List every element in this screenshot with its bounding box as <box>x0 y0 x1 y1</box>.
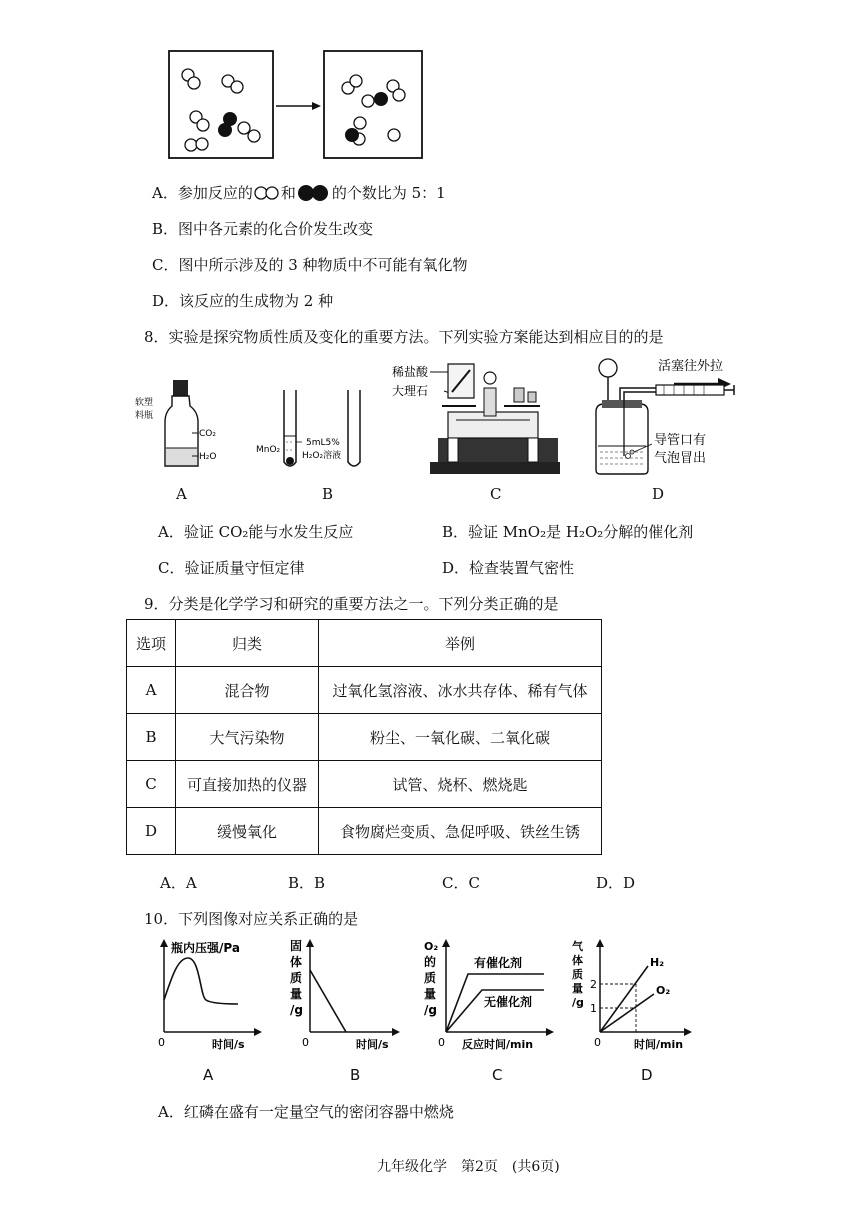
table-header-row <box>127 620 602 667</box>
page-footer: 九年级化学 第2页 (共6页) <box>377 1159 560 1175</box>
graph-c-xlabel: 反应时间/min <box>462 1038 534 1051</box>
q8-b-mno2: MnO₂ <box>256 445 281 455</box>
table-cell: 大气污染物 <box>176 714 319 761</box>
q8-option-a: A．验证 CO₂能与水发生反应 <box>158 523 354 541</box>
table-cell: 混合物 <box>176 667 319 714</box>
q8-fig-d-apparatus <box>586 352 746 482</box>
graph-c-ylabel-4: 量 <box>424 987 437 1001</box>
q10-graph-a-label: A <box>203 1066 214 1084</box>
graph-d-ylabel-5: /g <box>572 996 584 1009</box>
graph-d-tick-2: 2 <box>590 978 597 991</box>
table-row <box>127 667 602 714</box>
q8-fig-b-tubes <box>252 386 372 476</box>
q8-d-pull: 活塞往外拉 <box>658 359 724 374</box>
q7-option-b: B．图中各元素的化合价发生改变 <box>152 220 374 238</box>
table-cell: 可直接加热的仪器 <box>176 761 319 808</box>
graph-d-ylabel-2: 体 <box>572 954 583 967</box>
q10-graph-a <box>150 936 268 1054</box>
q8-option-d: D．检查装置气密性 <box>442 559 575 577</box>
graph-d-tick-1: 1 <box>590 1002 597 1015</box>
q10-option-a: A．红磷在盛有一定量空气的密闭容器中燃烧 <box>158 1103 454 1121</box>
black-molecule-icon <box>296 185 332 201</box>
q10-graph-b <box>286 936 404 1054</box>
q9-stem: 9．分类是化学学习和研究的重要方法之一。下列分类正确的是 <box>144 595 559 613</box>
q8-c-marble: 大理石 <box>392 384 429 398</box>
graph-d-origin: 0 <box>594 1036 601 1049</box>
q10-graph-d <box>568 936 698 1054</box>
table-header-cell: 选项 <box>127 620 176 667</box>
graph-c-upper-label: 有催化剂 <box>474 956 523 970</box>
q8-fig-b-label: B <box>322 485 334 503</box>
q8-a-h2o: H₂O <box>199 452 217 462</box>
graph-c-ylabel-5: /g <box>424 1003 437 1017</box>
graph-a-origin: 0 <box>158 1036 165 1049</box>
table-cell: D <box>127 808 176 855</box>
q8-fig-a-bottle <box>132 378 232 478</box>
graph-d-ylabel-1: 气 <box>572 940 583 953</box>
graph-a-ylabel: 瓶内压强/Pa <box>171 941 240 955</box>
graph-d-o2-label: O₂ <box>656 984 671 997</box>
table-row <box>127 761 602 808</box>
graph-b-xlabel: 时间/s <box>356 1038 389 1051</box>
graph-b-ylabel-2: 体 <box>290 955 303 969</box>
graph-d-ylabel-4: 量 <box>572 982 583 995</box>
graph-a-curve <box>164 958 238 1004</box>
q8-a-co2: CO₂ <box>199 429 216 439</box>
table-header-cell: 举例 <box>319 620 602 667</box>
graph-c-lower-label: 无催化剂 <box>484 995 533 1009</box>
graph-b-line <box>310 970 346 1032</box>
q8-a-bottle-label-1: 软塑 <box>135 398 154 408</box>
graph-c-ylabel-2: 的 <box>424 955 437 969</box>
q8-b-sol2: H₂O₂溶液 <box>302 451 342 461</box>
q10-stem: 10．下列图像对应关系正确的是 <box>144 910 359 928</box>
q8-fig-c-balance <box>390 358 560 478</box>
table-cell: 过氧化氢溶液、冰水共存体、稀有气体 <box>319 667 602 714</box>
q9-classification-table <box>126 619 602 855</box>
graph-b-ylabel-4: 量 <box>290 987 303 1001</box>
graph-a-xlabel: 时间/s <box>212 1038 245 1051</box>
table-cell: 缓慢氧化 <box>176 808 319 855</box>
q8-fig-a-label: A <box>176 485 187 503</box>
q7-option-d: D．该反应的生成物为 2 种 <box>152 292 334 310</box>
q8-a-bottle-label-2: 料瓶 <box>135 411 154 421</box>
q7-reaction-diagram <box>166 48 426 163</box>
table-cell: B <box>127 714 176 761</box>
table-row <box>127 714 602 761</box>
graph-b-ylabel-3: 质 <box>290 971 303 985</box>
graph-d-xlabel: 时间/min <box>634 1038 684 1051</box>
table-header-cell: 归类 <box>176 620 319 667</box>
graph-d-ylabel-3: 质 <box>572 968 583 981</box>
graph-c-ylabel-1: O₂ <box>424 940 439 953</box>
q9-option-c: C．C <box>442 874 480 892</box>
graph-b-origin: 0 <box>302 1036 309 1049</box>
q8-b-sol1: 5mL5% <box>306 438 340 448</box>
table-cell: A <box>127 667 176 714</box>
table-row <box>127 808 602 855</box>
graph-d-o2-line <box>600 994 654 1032</box>
q8-fig-c-label: C <box>490 485 502 503</box>
white-molecule-icon <box>253 186 281 200</box>
q8-fig-d-label: D <box>652 485 665 503</box>
table-cell: 粉尘、一氧化碳、二氧化碳 <box>319 714 602 761</box>
q7-option-c: C．图中所示涉及的 3 种物质中不可能有氧化物 <box>152 256 468 274</box>
graph-b-ylabel-5: /g <box>290 1003 303 1017</box>
q10-graph-c-label: C <box>492 1066 503 1084</box>
table-cell: 食物腐烂变质、急促呼吸、铁丝生锈 <box>319 808 602 855</box>
graph-b-ylabel-1: 固 <box>290 939 303 953</box>
q10-graph-b-label: B <box>350 1066 361 1084</box>
q8-option-b: B．验证 MnO₂是 H₂O₂分解的催化剂 <box>442 523 694 541</box>
graph-d-h2-line <box>600 966 648 1032</box>
q9-option-b: B．B <box>288 874 326 892</box>
q9-option-a: A．A <box>160 874 197 892</box>
table-cell: C <box>127 761 176 808</box>
q7-option-a: A．参加反应的 和 的个数比为 5：1 <box>152 184 446 202</box>
q9-option-d: D．D <box>596 874 636 892</box>
q10-graph-c <box>420 936 560 1054</box>
q8-option-c: C．验证质量守恒定律 <box>158 559 305 577</box>
table-cell: 试管、烧杯、燃烧匙 <box>319 761 602 808</box>
graph-d-h2-label: H₂ <box>650 956 665 969</box>
q8-stem: 8．实验是探究物质性质及变化的重要方法。下列实验方案能达到相应目的的是 <box>144 328 664 346</box>
q8-c-acid: 稀盐酸 <box>392 365 429 379</box>
q8-d-bubble2: 气泡冒出 <box>654 451 707 466</box>
q10-graph-d-label: D <box>641 1066 653 1084</box>
q8-d-bubble1: 导管口有 <box>654 433 707 448</box>
graph-c-origin: 0 <box>438 1036 445 1049</box>
graph-c-ylabel-3: 质 <box>424 971 437 985</box>
